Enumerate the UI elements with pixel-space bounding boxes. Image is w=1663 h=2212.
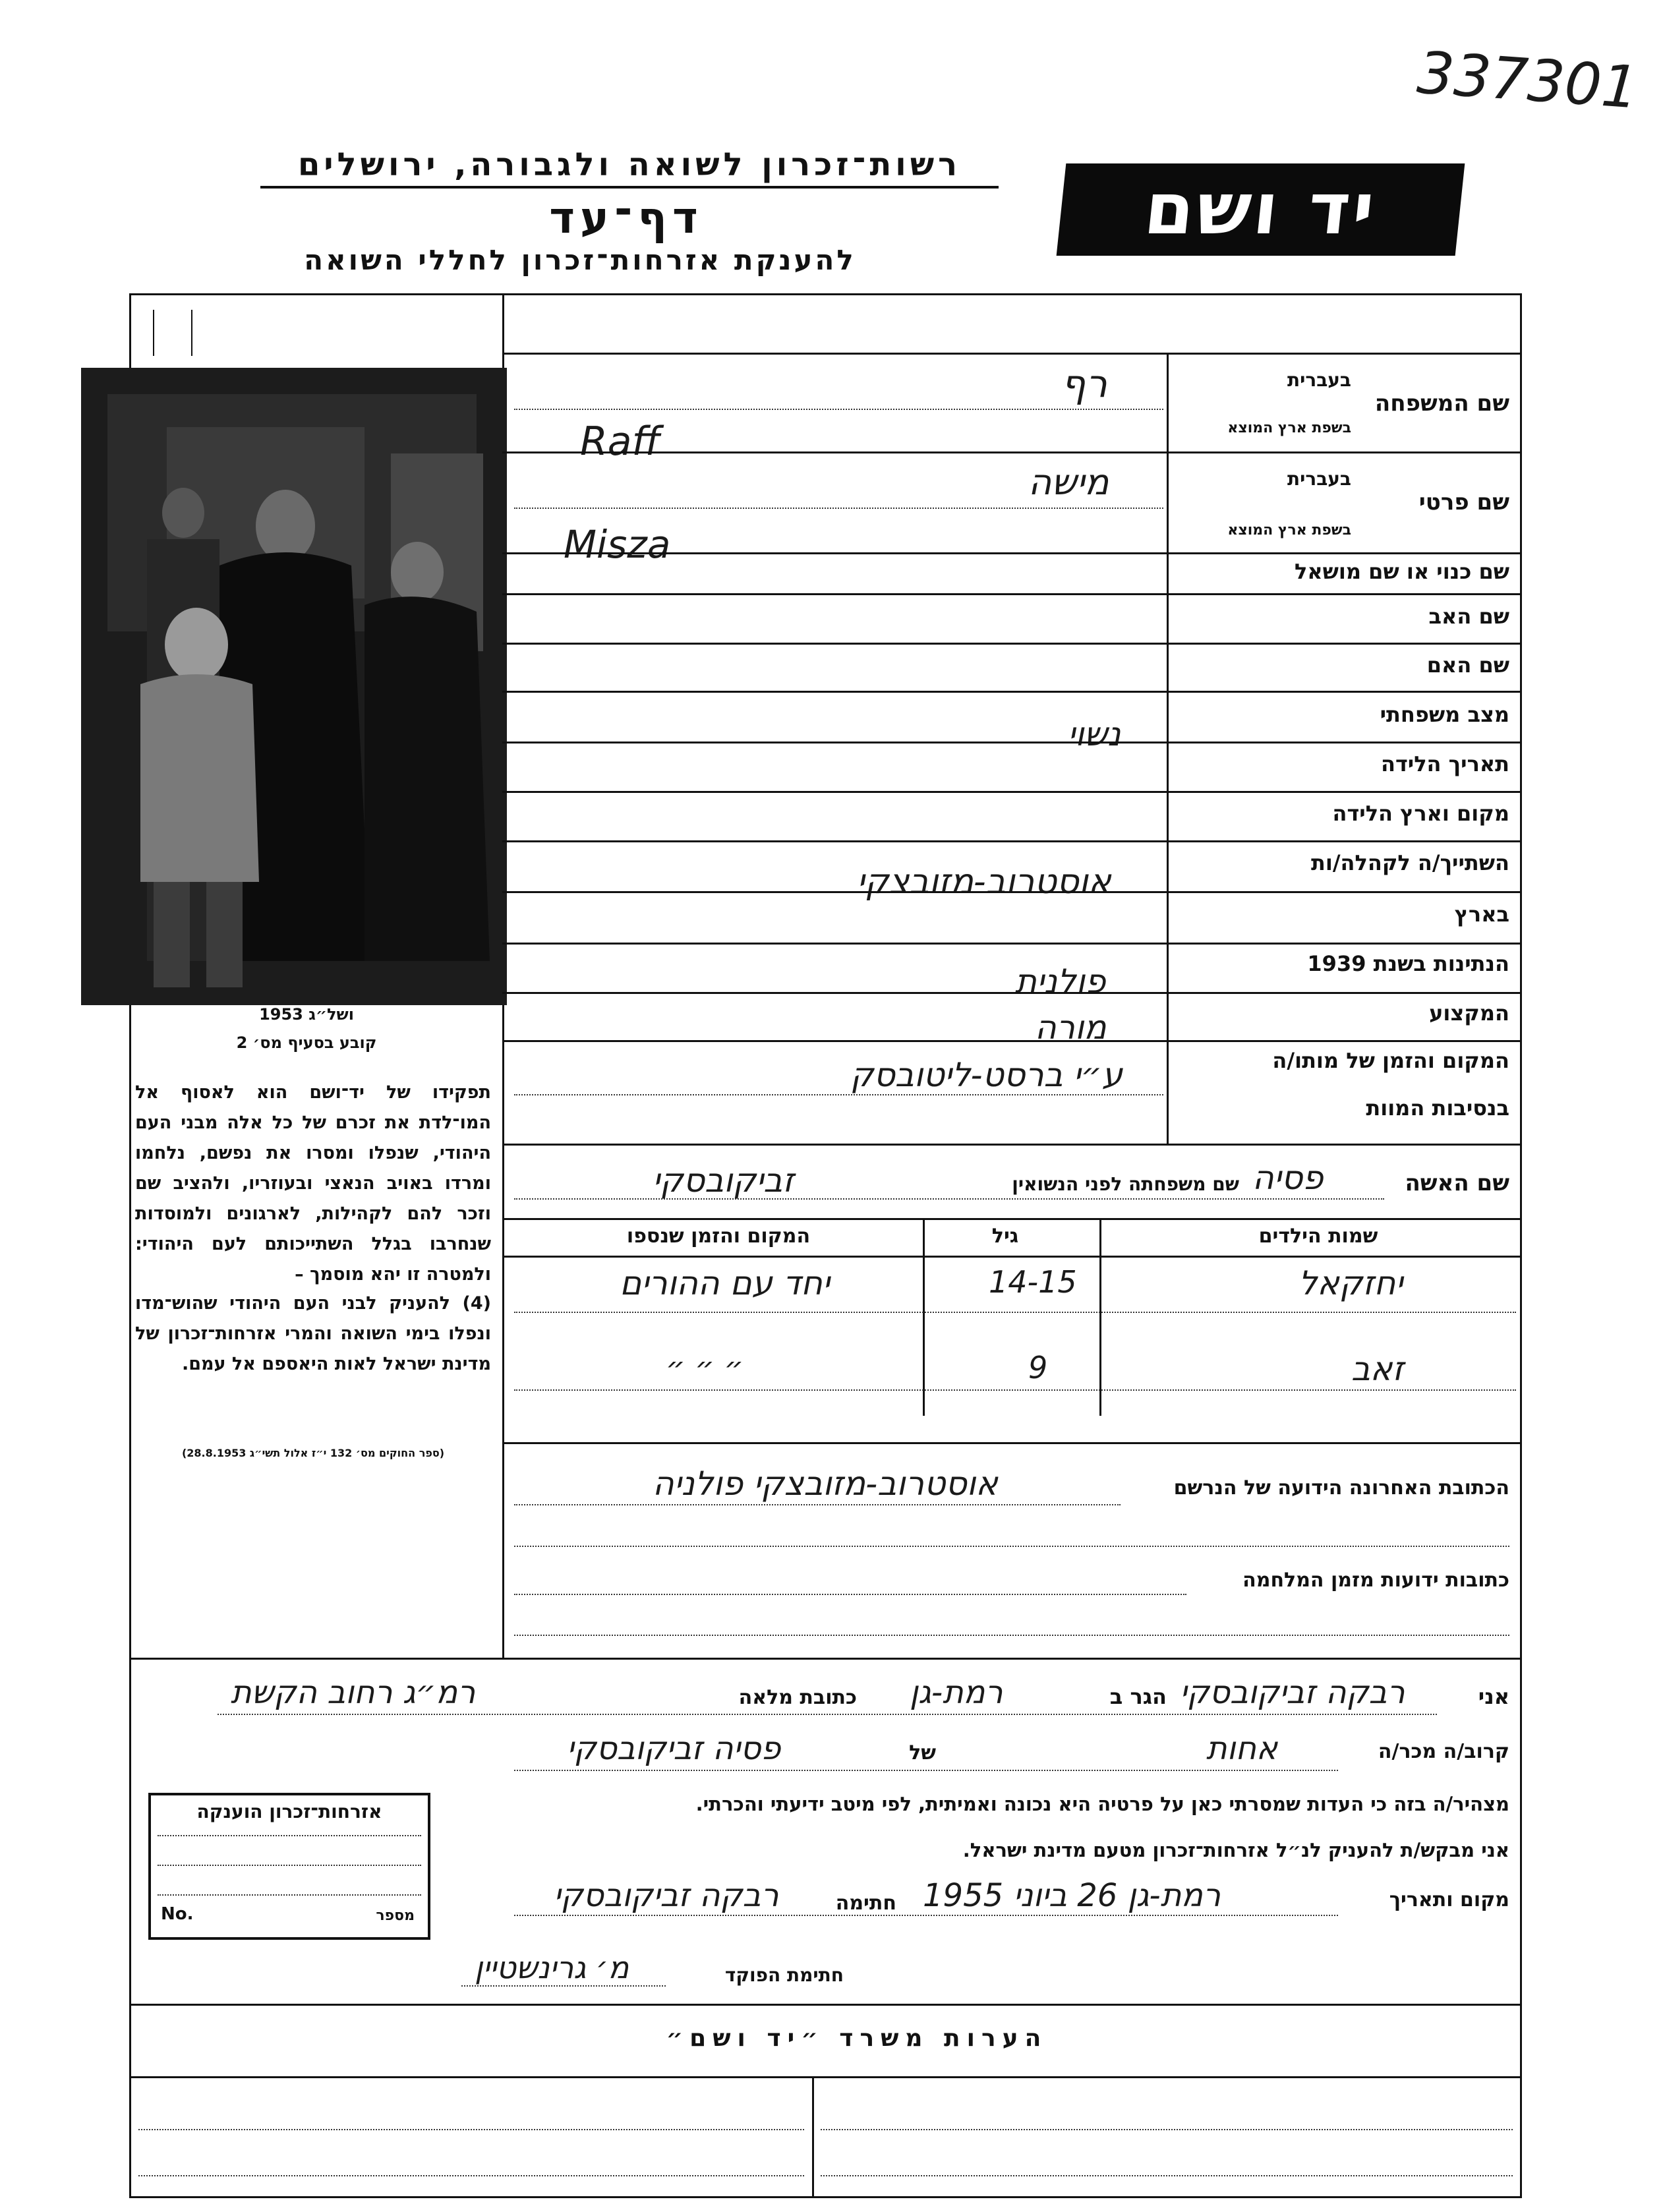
label-birth-place: מקום וארץ הלידה	[1332, 801, 1509, 826]
child-2-fate: ״ ״ ״	[666, 1350, 744, 1385]
award-box-no-label: No.	[161, 1904, 194, 1924]
label-residing-in: הגר ב	[1109, 1684, 1167, 1709]
label-surname: שם המשפחה	[1374, 390, 1509, 417]
authority-title: רשות־זכרון לשואה ולגבורה, ירושלים	[260, 146, 999, 189]
witness-name: רבקה זביקובסקי	[1180, 1674, 1405, 1711]
child-1-name: יחזקאל	[1298, 1264, 1403, 1302]
wife-name-value: פסיה	[1252, 1159, 1324, 1197]
death-place-value: ע״י ברסט-ליטובסק	[850, 1056, 1123, 1094]
label-in-hebrew-1: בעברית	[1287, 369, 1351, 391]
label-signature: חתימה	[835, 1892, 896, 1915]
witness-signature: רבקה זביקובסקי	[554, 1877, 779, 1914]
surname-hebrew: רף	[1061, 361, 1107, 406]
label-relative: קרוב/ה מכר/ה	[1378, 1740, 1509, 1763]
label-birth-date: תאריך הלידה	[1380, 751, 1509, 776]
law-text-2: (4) להעניק לבני העם היהודי שהוש־מדו ונפלו בימי השואה והמרי אזרחות־זכרון של מדינת ישראל לאות היאספם אל עמם.	[135, 1293, 491, 1374]
label-age: גיל	[991, 1225, 1019, 1248]
family-status-value: נשוי	[1068, 715, 1121, 753]
label-origin-lang-1: בשפת ארץ המוצא	[1227, 420, 1351, 436]
label-profession: המקצוע	[1429, 1001, 1509, 1026]
request-text: אני מבקש/ת להעניק לנ״ל אזרחות־זכרון מטעם מדינת ישראל.	[962, 1839, 1509, 1861]
logo-text: יד ושם	[1140, 168, 1381, 250]
label-of: של	[909, 1741, 936, 1764]
label-family-status: מצב משפחתי	[1380, 702, 1509, 727]
label-last-address: הכתובת האחרונה הידועה של הנרשם	[1173, 1476, 1509, 1499]
declaration-place-date: רמת-גן 26 ביוני 1955	[923, 1877, 1221, 1914]
label-full-address: כתובת מלאה	[738, 1686, 857, 1709]
law-text-1: תפקידו של יד־ושם הוא לאסוף אל המו־לדת את זכרם של כל אלה מבני העם היהודי, שנפלו ומסרו את נפשם, נלחמו ומרדו באויב הנאצי ובעוזריו, ולהציב שם וזכר להם לקהילות, לארגונים ולמוסדות שנחרבו בגלל השתייכותם לעם היהודי: ולמטרה זו יהא מוסמך –	[135, 1082, 491, 1285]
label-community: השתייך/ה לקהלה/ות	[1310, 850, 1509, 875]
relation-value: אחות	[1206, 1730, 1278, 1767]
award-box-number-label: מספר	[376, 1907, 415, 1924]
label-wartime-addresses: כתובות ידועות מזמן המלחמה	[1242, 1569, 1509, 1592]
label-origin-lang-2: בשפת ארץ המוצא	[1227, 522, 1351, 538]
label-father-name: שם האב	[1428, 604, 1509, 629]
first-name-origin: Misza	[564, 522, 671, 567]
victim-photo	[81, 368, 507, 1005]
first-name-hebrew: מישה	[1028, 461, 1109, 503]
award-box	[148, 1793, 430, 1940]
witness-city: רמת-גן	[910, 1674, 1003, 1711]
record-number: 337301	[1415, 38, 1641, 122]
declaration-text: מצהיר/ה בזה כי העדות שמסרתי כאן על פרטיה היא נכונה ואמיתית, לפי מיטב ידיעתי והכרתי.	[695, 1793, 1509, 1815]
photo-caption-note: קובע בסעיף מס׳ 2	[236, 1033, 377, 1052]
label-death-place-time: המקום והזמן של מותו/ה	[1272, 1048, 1509, 1073]
form-title: דף־עד	[549, 192, 703, 243]
label-maiden-name: שם משפחתה לפני הנשואין	[1012, 1173, 1239, 1195]
label-in-hebrew-2: בעברית	[1287, 468, 1351, 490]
officer-signature: מ׳ גרינשטיין	[475, 1950, 629, 1985]
child-2-age: 9	[1028, 1350, 1048, 1385]
child-1-fate: יחד עם ההורים	[620, 1264, 830, 1302]
label-wife-name: שם האשה	[1405, 1170, 1509, 1196]
label-first-name: שם פרטי	[1418, 489, 1509, 515]
last-address-value: אוסטרוב-מזובצקי פולניה	[653, 1465, 998, 1503]
label-i-am: אני	[1478, 1684, 1509, 1709]
label-mother-name: שם האם	[1426, 653, 1509, 678]
profession-value: מורה	[1035, 1008, 1107, 1047]
witness-full-address: רמ״ג רחוב הקשת	[231, 1674, 476, 1711]
label-children-names: שמות הילדים	[1258, 1225, 1378, 1248]
law-citation: (ספר החוקים מס׳ 132 י״ז אלול תשי״ג 28.8.1953)	[181, 1447, 445, 1459]
label-officer-signature: חתימת הפוקד	[724, 1964, 844, 1986]
label-nickname: שם כנוי או שם מושאל	[1294, 559, 1509, 584]
label-place-time-perished: המקום והזמן שנספו	[626, 1225, 811, 1248]
photo-caption-year: ושל״ג 1953	[259, 1005, 354, 1024]
community-value: אוסטרוב-מזובצקי	[857, 862, 1111, 902]
child-1-age: 14-15	[989, 1264, 1077, 1300]
label-citizenship: הנתינות בשנת 1939	[1307, 951, 1509, 976]
yad-vashem-logo	[1057, 163, 1465, 256]
label-country: בארץ	[1454, 902, 1509, 927]
wife-maiden-value: זביקובסקי	[653, 1161, 794, 1200]
surname-origin: Raff	[580, 419, 660, 465]
citizenship-value: פולנית	[1015, 962, 1106, 1001]
label-death-circumstances: בנסיבות המוות	[1366, 1095, 1509, 1121]
form-subtitle: להענקת אזרחות־זכרון לחללי השואה	[304, 244, 856, 276]
relation-of-value: פסיה זביקובסקי	[567, 1730, 781, 1767]
award-box-title: אזרחות־זכרון הוענקה	[196, 1801, 382, 1822]
office-notes-title: הערות משרד ״יד ושם״	[666, 2025, 1048, 2052]
child-2-name: זאב	[1351, 1350, 1404, 1388]
label-place-date: מקום ותאריך	[1389, 1888, 1509, 1911]
